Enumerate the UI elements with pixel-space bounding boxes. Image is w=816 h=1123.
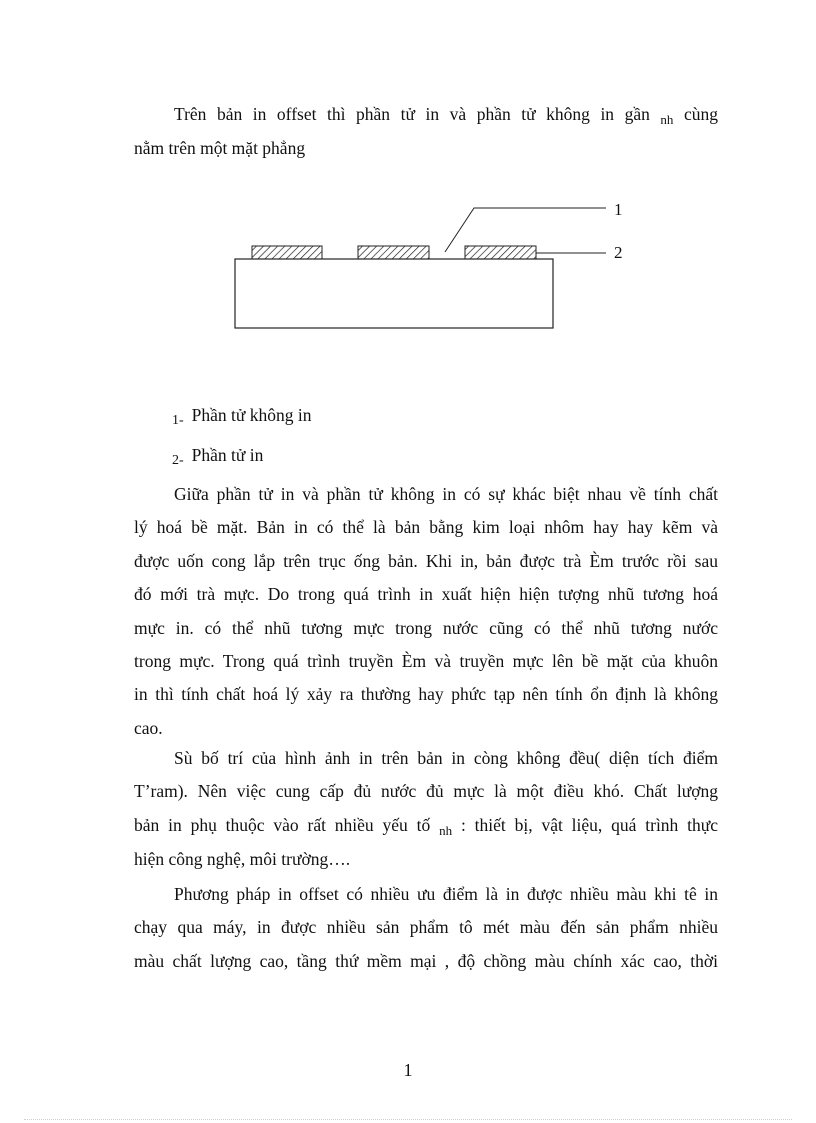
paragraph-line: Phương pháp in offset có nhiều ưu điểm là in được nhiều màu khi tê in	[174, 884, 718, 904]
diagram-label-2: 2	[614, 243, 623, 262]
paragraph-line: trong mực. Trong quá trình truyền Èm và truyền mực lên bề mặt của khuôn	[134, 651, 718, 672]
paragraph-line: được uốn cong lắp trên trục ống bản. Khi in, bản được trà Èm trước rồi sau	[134, 550, 718, 571]
plate-base	[235, 259, 553, 328]
paragraph-line: hiện công nghệ, môi trường….	[134, 849, 351, 870]
list-item	[172, 403, 312, 430]
paragraph-line: T’ram). Nên việc cung cấp đủ nước đủ mực là một điều khó. Chất lượng	[134, 781, 718, 802]
list-text: Phần tử không in	[191, 405, 312, 425]
offset-plate-diagram	[0, 0, 816, 380]
paragraph-line: chạy qua máy, in được nhiều sản phẩm tô mét màu đến sản phẩm nhiều	[134, 917, 718, 938]
paragraph-line: lý hoá bề mặt. Bản in có thể là bản bằng kim loại nhôm hay hay kẽm và	[134, 517, 718, 538]
list-text: Phần tử in	[191, 445, 264, 465]
intro-line-2: nằm trên một mặt phẳng	[134, 138, 306, 159]
page-bottom-rule	[24, 1119, 792, 1120]
printing-element-3	[465, 246, 536, 259]
paragraph-line-end: : thiết bị, vật liệu, quá trình thực	[460, 814, 719, 835]
paragraph-line-text: bản in phụ thuộc vào rất nhiều yếu tố	[134, 814, 431, 835]
list-number: 1-	[172, 413, 184, 428]
paragraph-3	[134, 878, 718, 978]
printing-element-1	[252, 246, 322, 259]
paragraph-line: đó mới trà mực. Do trong quá trình in xuất hiện hiện tượng nhũ tương hoá	[134, 584, 718, 605]
paragraph-line: Giữa phần tử in và phần tử không in có sự khác biệt nhau về tính chất	[174, 484, 718, 504]
paragraph-2	[134, 742, 718, 877]
paragraph-1	[134, 478, 718, 745]
paragraph-line: màu chất lượng cao, tầng thứ mềm mại , độ chồng màu chính xác cao, thời	[134, 950, 718, 971]
printing-element-2	[358, 246, 429, 259]
intro-line-1-text: Trên bản in offset thì phần tử in và phần tử không in gần	[174, 104, 650, 124]
leader-line-1	[445, 208, 606, 252]
list-number: 2-	[172, 453, 184, 468]
paragraph-subscript: nh	[439, 822, 453, 838]
list-item	[172, 443, 263, 470]
diagram-label-1: 1	[614, 200, 623, 219]
paragraph-line: mực in. có thể nhũ tương mực trong nước cũng có thể nhũ tương nước	[134, 617, 718, 638]
paragraph-line: Sù bố trí của hình ảnh in trên bản in còng không đều( diện tích điểm	[174, 748, 718, 768]
paragraph-line: in thì tính chất hoá lý xảy ra thường hay phức tạp nên tính ổn định là không	[134, 684, 718, 705]
intro-subscript: nh	[660, 112, 674, 127]
intro-line-1-end: cùng	[683, 104, 718, 124]
page-number: 1	[403, 1060, 413, 1080]
paragraph-line: cao.	[134, 717, 163, 738]
paragraph-line	[134, 809, 718, 843]
